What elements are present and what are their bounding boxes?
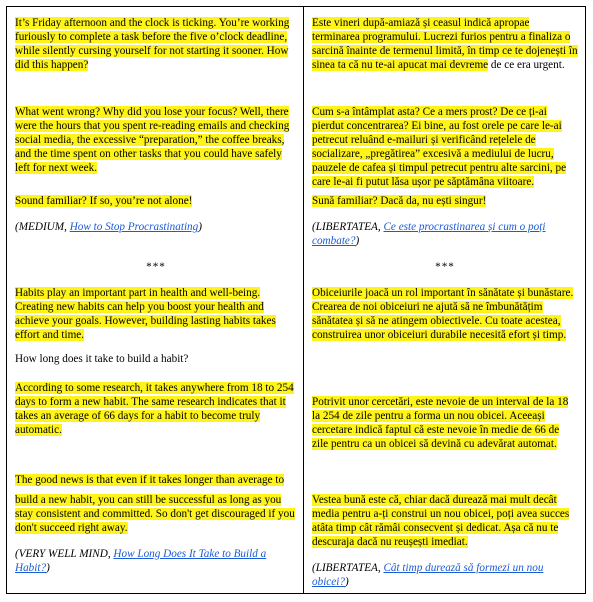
ro-paragraph-2: Cum s-a întâmplat asta? Ce a mers prost? De ce ți-ai pierdut concentrarea? Ei bine, au fost orele pe care le-ai petrecut reluând e-mailuri și verificând rețelele de socializare, „pregătirea” excesivă a mediului de lucru, pauzele de cafea și timpul petrecut pentru alte sarcini, pe care le-ai fi putut lăsa ușor pe săptămâna viitoare.: [312, 106, 567, 188]
english-column: [7, 7, 303, 593]
en-source-1: (MEDIUM, How to Stop Procrastinating): [15, 221, 202, 233]
ro-paragraph-4: Obiceiurile joacă un rol important în sănătate și bunăstare. Crearea de noi obiceiuri ne ajută să ne îmbunătățim sănătatea și să ne atingem obiectivele. Cu toate acestea, construirea unor obiceiuri durabile necesită efort și timp.: [312, 287, 574, 341]
romanian-column: [304, 7, 585, 593]
ro-paragraph-3: Sună familiar? Dacă da, nu ești singur!: [312, 195, 487, 207]
en-paragraph-1: It’s Friday afternoon and the clock is ticking. You’re working furiously to complete a task before the five o’clock deadline, while silently cursing yourself for not starting it sooner. How did this happen?: [15, 17, 290, 71]
en-paragraph-4: Habits play an important part in health and well-being. Creating new habits can help you boost your health and achieve your goals. However, building lasting habits takes effort and time.: [15, 287, 276, 341]
ro-source-1-link[interactable]: Ce este procrastinarea și cum o poți combate?: [312, 221, 546, 247]
en-source-2-link[interactable]: How Long Does It Take to Build a Habit?: [15, 548, 267, 574]
en-paragraph-2: What went wrong? Why did you lose your focus? Well, there were the hours that you spent re-reading emails and checking social media, the excessive “preparation,” the coffee breaks, and the time spent on other tasks that you could have safely left for next week.: [15, 106, 290, 174]
en-source-1-link[interactable]: How to Stop Procrastinating: [69, 221, 199, 233]
ro-paragraph-7: Vestea bună este că, chiar dacă durează mai mult decât media pentru a-ți construi un nou obicei, poți avea succes atâta timp cât rămâi consecvent și dedicat. Așa că nu te descuraja dacă nu reușești imediat.: [312, 494, 570, 548]
document-frame: [6, 6, 586, 594]
ro-source-1: (LIBERTATEA, Ce este procrastinarea și cum o poți combate?): [312, 221, 546, 247]
en-paragraph-3: Sound familiar? If so, you’re not alone!: [15, 195, 193, 207]
en-paragraph-6: According to some research, it takes anywhere from 18 to 254 days to form a new habit. The same research indicates that it takes an average of 66 days for a habit to become truly automatic.: [15, 382, 294, 436]
ro-paragraph-6: Potrivit unor cercetări, este nevoie de un interval de la 18 la 254 de zile pentru a forma un nou obicei. Aceeași cercetare indică faptul că este nevoie în medie de 66 de zile pentru ca un obicei să devină cu adevărat automat.: [312, 396, 569, 450]
ro-separator: ***: [435, 261, 455, 273]
en-paragraph-5: How long does it take to build a habit?: [15, 353, 189, 365]
ro-paragraph-1: Este vineri după-amiază și ceasul indică apropae terminarea programului. Lucrezi furios pentru a finaliza o sarcină înainte de termenul limită, în timp ce te dojenești în sinea ta că nu te-ai apucat mai devreme de ce era urgent.: [312, 17, 578, 71]
en-paragraph-7a: The good news is that even if it takes longer than average to: [15, 474, 285, 486]
en-paragraph-7b: build a new habit, you can still be successful as long as you stay consistent and committed. So don't get discouraged if you don't succeed right away.: [15, 494, 295, 534]
en-separator: ***: [146, 261, 166, 273]
en-source-2: (VERY WELL MIND, How Long Does It Take to Build a Habit?): [15, 548, 267, 574]
ro-source-2: (LIBERTATEA, Cât timp durează să formezi un nou obicei?): [312, 562, 544, 588]
ro-source-2-link[interactable]: Cât timp durează să formezi un nou obicei?: [312, 562, 544, 588]
